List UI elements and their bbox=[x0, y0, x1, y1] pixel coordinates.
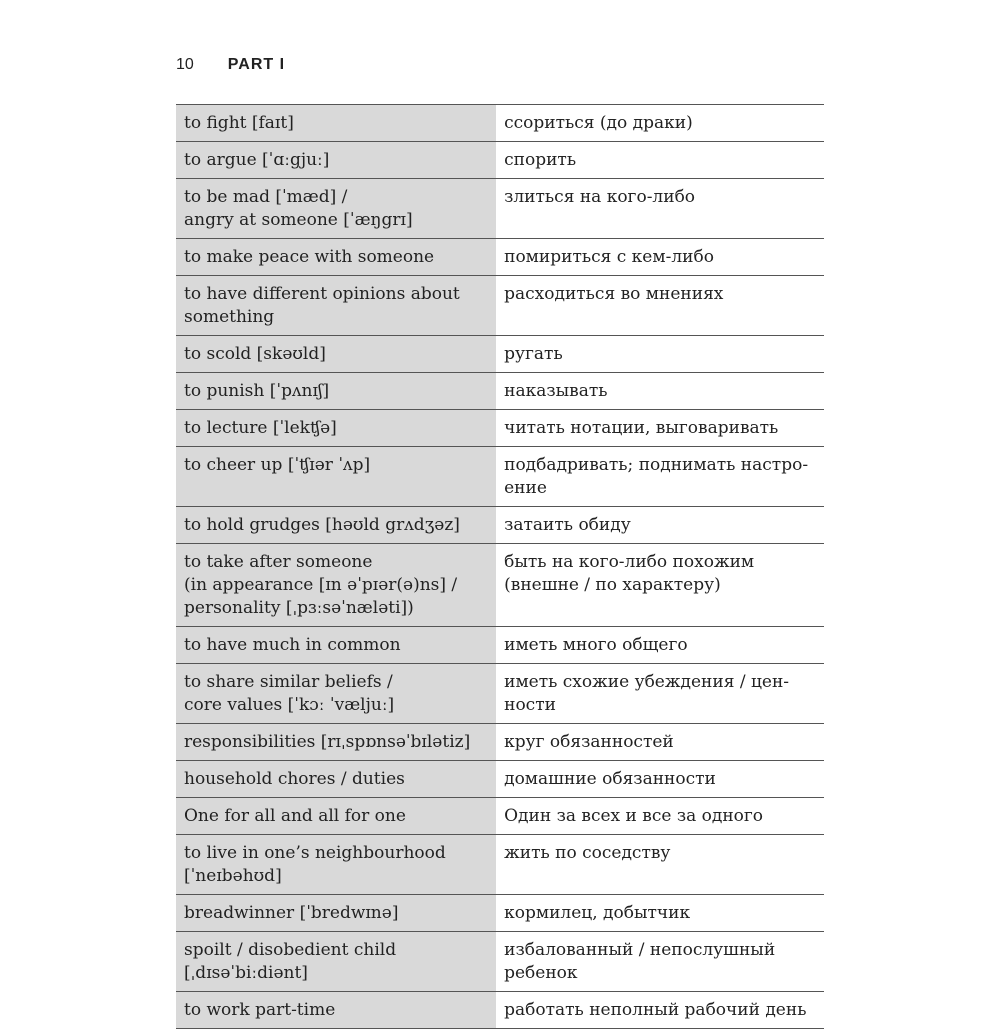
english-term-line: [ˌdɪsəˈbiːdiənt] bbox=[184, 963, 308, 983]
english-term-cell bbox=[176, 627, 496, 664]
russian-translation-line: жить по соседству bbox=[504, 843, 671, 863]
russian-translation-line: спорить bbox=[504, 150, 577, 170]
russian-translation-cell bbox=[496, 507, 824, 544]
table-row bbox=[176, 835, 824, 895]
russian-translation-line: помириться с кем-либо bbox=[504, 247, 714, 267]
english-term-cell bbox=[176, 932, 496, 992]
part-label: PART I bbox=[227, 56, 286, 73]
table-row bbox=[176, 410, 824, 447]
english-term-line: to fight [faɪt] bbox=[184, 113, 294, 133]
running-head bbox=[176, 56, 285, 74]
english-term-line: to be mad [ˈmæd] / bbox=[184, 187, 348, 207]
russian-translation-line: ссориться (до драки) bbox=[504, 113, 693, 133]
vocabulary-table bbox=[176, 104, 824, 1029]
russian-translation-line: домашние обязанности bbox=[504, 769, 716, 789]
english-term-line: something bbox=[184, 307, 275, 327]
table-row bbox=[176, 336, 824, 373]
english-term-line: responsibilities [rɪˌspɒnsəˈbɪlətiz] bbox=[184, 732, 471, 752]
russian-translation-line: иметь схожие убеждения / цен- bbox=[504, 672, 790, 692]
english-term-cell bbox=[176, 835, 496, 895]
table-row bbox=[176, 798, 824, 835]
russian-translation-cell bbox=[496, 447, 824, 507]
russian-translation-line: читать нотации, выговаривать bbox=[504, 418, 779, 438]
russian-translation-cell bbox=[496, 895, 824, 932]
table-row bbox=[176, 627, 824, 664]
russian-translation-line: (внешне / по характеру) bbox=[504, 575, 721, 595]
table-row bbox=[176, 544, 824, 627]
english-term-cell bbox=[176, 544, 496, 627]
russian-translation-line: затаить обиду bbox=[504, 515, 631, 535]
english-term-cell bbox=[176, 142, 496, 179]
table-row bbox=[176, 142, 824, 179]
table-row bbox=[176, 895, 824, 932]
russian-translation-line: подбадривать; поднимать настро- bbox=[504, 455, 809, 475]
russian-translation-line: расходиться во мнениях bbox=[504, 284, 724, 304]
english-term-cell bbox=[176, 276, 496, 336]
russian-translation-cell bbox=[496, 992, 824, 1029]
russian-translation-line: кормилец, добытчик bbox=[504, 903, 691, 923]
russian-translation-line: быть на кого-либо похожим bbox=[504, 552, 755, 572]
table-row bbox=[176, 932, 824, 992]
russian-translation-cell bbox=[496, 798, 824, 835]
english-term-line: to hold grudges [həʊld grʌdʒəz] bbox=[184, 515, 460, 535]
russian-translation-cell bbox=[496, 932, 824, 992]
russian-translation-line: злиться на кого-либо bbox=[504, 187, 696, 207]
english-term-line: breadwinner [ˈbredwɪnə] bbox=[184, 903, 399, 923]
english-term-line: to punish [ˈpʌnɪʃ] bbox=[184, 381, 330, 401]
english-term-line: to make peace with someone bbox=[184, 247, 435, 267]
english-term-line: to share similar beliefs / bbox=[184, 672, 393, 692]
russian-translation-line: ребенок bbox=[504, 963, 578, 983]
table-row bbox=[176, 105, 824, 142]
russian-translation-line: избалованный / непослушный bbox=[504, 940, 776, 960]
russian-translation-cell bbox=[496, 142, 824, 179]
russian-translation-line: Один за всех и все за одного bbox=[504, 806, 764, 826]
russian-translation-line: ругать bbox=[504, 344, 563, 364]
english-term-cell bbox=[176, 239, 496, 276]
russian-translation-cell bbox=[496, 627, 824, 664]
table-row bbox=[176, 664, 824, 724]
english-term-line: angry at someone [ˈæŋgrɪ] bbox=[184, 210, 413, 230]
table-row bbox=[176, 507, 824, 544]
table-row bbox=[176, 761, 824, 798]
russian-translation-line: наказывать bbox=[504, 381, 608, 401]
english-term-cell bbox=[176, 664, 496, 724]
english-term-line: core values [ˈkɔː ˈvæljuː] bbox=[184, 695, 395, 715]
english-term-cell bbox=[176, 336, 496, 373]
table-row bbox=[176, 373, 824, 410]
english-term-line: [ˈneɪbəhʊd] bbox=[184, 866, 282, 886]
russian-translation-line: работать неполный рабочий день bbox=[504, 1000, 807, 1020]
russian-translation-line: ности bbox=[504, 695, 556, 715]
russian-translation-cell bbox=[496, 544, 824, 627]
english-term-line: household chores / duties bbox=[184, 769, 405, 789]
table-row bbox=[176, 724, 824, 761]
english-term-cell bbox=[176, 179, 496, 239]
russian-translation-cell bbox=[496, 239, 824, 276]
english-term-line: to scold [skəʊld] bbox=[184, 344, 326, 364]
english-term-cell bbox=[176, 724, 496, 761]
vocabulary-table-body bbox=[176, 105, 824, 1029]
russian-translation-cell bbox=[496, 761, 824, 798]
table-row bbox=[176, 276, 824, 336]
table-row bbox=[176, 447, 824, 507]
english-term-line: (in appearance [ɪn əˈpɪər(ə)ns] / bbox=[184, 575, 458, 595]
english-term-cell bbox=[176, 798, 496, 835]
english-term-line: One for all and all for one bbox=[184, 806, 406, 826]
russian-translation-line: иметь много общего bbox=[504, 635, 688, 655]
english-term-cell bbox=[176, 105, 496, 142]
russian-translation-cell bbox=[496, 724, 824, 761]
english-term-line: to work part-time bbox=[184, 1000, 336, 1020]
english-term-cell bbox=[176, 895, 496, 932]
russian-translation-cell bbox=[496, 664, 824, 724]
english-term-cell bbox=[176, 507, 496, 544]
english-term-cell bbox=[176, 992, 496, 1029]
english-term-line: to have different opinions about bbox=[184, 284, 460, 304]
english-term-line: personality [ˌpɜːsəˈnæləti]) bbox=[184, 598, 414, 618]
russian-translation-cell bbox=[496, 336, 824, 373]
russian-translation-cell bbox=[496, 373, 824, 410]
english-term-cell bbox=[176, 373, 496, 410]
russian-translation-cell bbox=[496, 105, 824, 142]
table-row bbox=[176, 992, 824, 1029]
english-term-line: to have much in common bbox=[184, 635, 401, 655]
table-row bbox=[176, 239, 824, 276]
english-term-line: to live in one’s neighbourhood bbox=[184, 843, 446, 863]
english-term-line: to cheer up [ˈʧɪər ˈʌp] bbox=[184, 455, 371, 475]
russian-translation-line: ение bbox=[504, 478, 547, 498]
russian-translation-cell bbox=[496, 410, 824, 447]
russian-translation-cell bbox=[496, 276, 824, 336]
english-term-line: to take after someone bbox=[184, 552, 373, 572]
english-term-line: spoilt / disobedient child bbox=[184, 940, 397, 960]
english-term-cell bbox=[176, 410, 496, 447]
english-term-cell bbox=[176, 447, 496, 507]
english-term-line: to argue [ˈɑːgjuː] bbox=[184, 150, 330, 170]
russian-translation-cell bbox=[496, 179, 824, 239]
russian-translation-cell bbox=[496, 835, 824, 895]
page-number: 10 bbox=[176, 56, 194, 73]
table-row bbox=[176, 179, 824, 239]
russian-translation-line: круг обязанностей bbox=[504, 732, 674, 752]
english-term-cell bbox=[176, 761, 496, 798]
english-term-line: to lecture [ˈlekʧə] bbox=[184, 418, 337, 438]
